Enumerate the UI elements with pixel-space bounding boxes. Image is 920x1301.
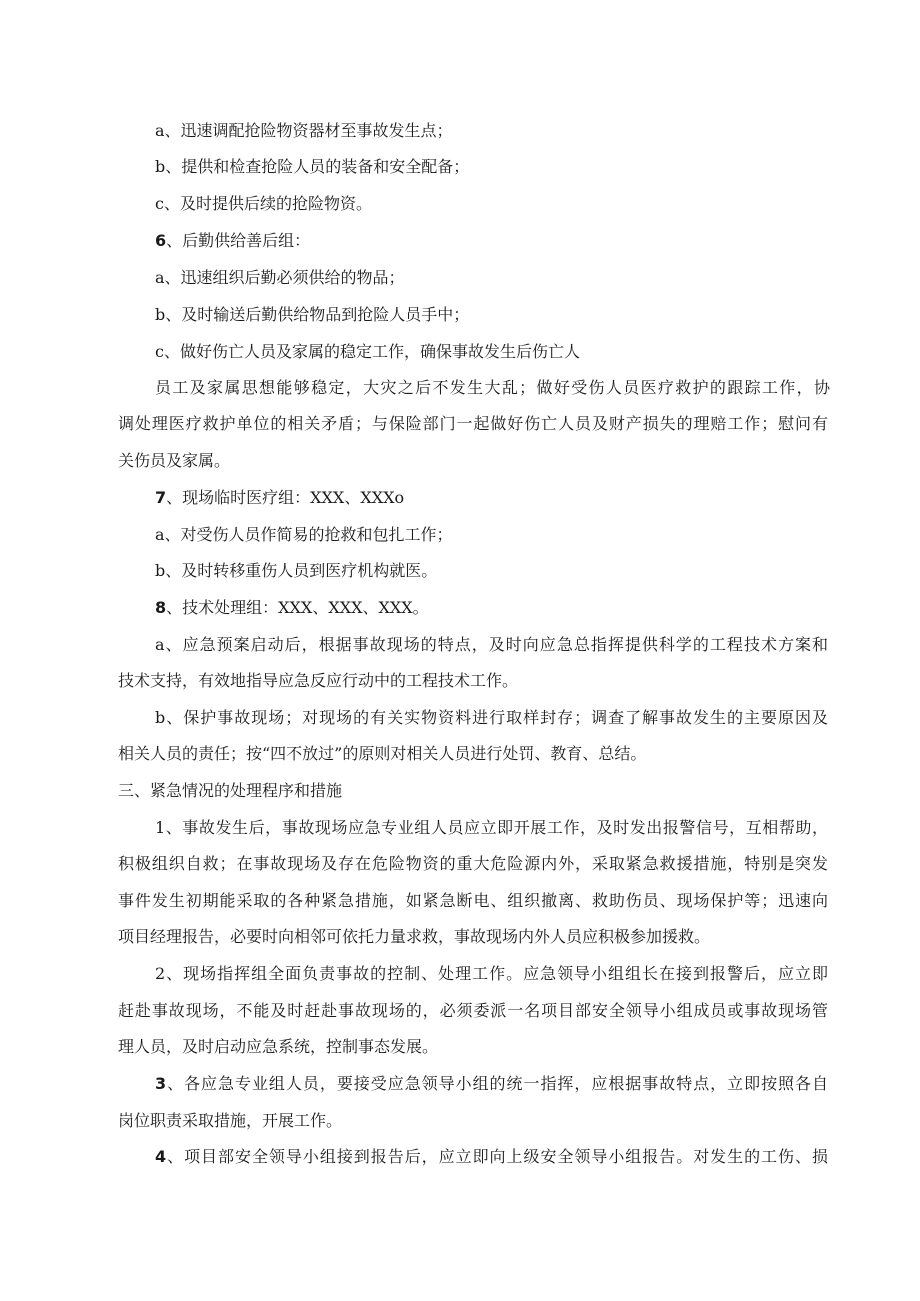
section-number: 7 xyxy=(155,488,167,507)
text-line: a、应急预案启动后，根据事故现场的特点，及时向应急总指挥提供科学的工程技术方案和 xyxy=(155,635,828,654)
text-line: 2、现场指挥组全面负责事故的控制、处理工作。应急领导小组组长在接到报警后，应立即 xyxy=(155,964,828,983)
text-line: 关伤员及家属。 xyxy=(118,451,231,470)
paragraph-text: 、项目部安全领导小组接到报告后，应立即向上级安全领导小组报告。对发生的工伤、损 xyxy=(166,1147,828,1166)
section-number: 6 xyxy=(155,231,167,250)
section-heading-text: 、后勤供给善后组： xyxy=(166,231,311,250)
text-line: a、迅速组织后勤必须供给的物品； xyxy=(155,268,405,287)
section-heading-text: 、技术处理组：XXX、XXX、XXX。 xyxy=(166,598,429,617)
text-line: 项目经理报告，必要时向相邻可依托力量求救，事故现场内外人员应积极参加援救。 xyxy=(118,927,711,946)
section-heading xyxy=(155,480,404,516)
paragraph-number: 3 xyxy=(155,1074,167,1093)
text-line: 理人员，及时启动应急系统，控制事态发展。 xyxy=(118,1037,439,1056)
text-line: 赶赴事故现场，不能及时赶赴事故现场的，必须委派一名项目部安全领导小组成员或事故现场管 xyxy=(118,1001,828,1020)
text-line: 员工及家属思想能够稳定，大灾之后不发生大乱；做好受伤人员医疗救护的跟踪工作，协 xyxy=(155,378,830,397)
text-line: 相关人员的责任；按“四不放过”的原则对相关人员进行处罚、教育、总结。 xyxy=(118,744,647,763)
text-line: 岗位职责采取措施，开展工作。 xyxy=(118,1111,343,1130)
text-line: c、及时提供后续的抢险物资。 xyxy=(155,194,372,213)
text-line: b、及时转移重伤人员到医疗机构就医。 xyxy=(155,561,438,580)
text-line: 技术支持，有效地指导应急反应行动中的工程技术工作。 xyxy=(118,671,519,690)
text-line: 事件发生初期能采取的各种紧急措施，如紧急断电、组织撤离、救助伤员、现场保护等；迅速向 xyxy=(118,891,828,910)
paragraph-text: 、各应急专业组人员，要接受应急领导小组的统一指挥，应根据事故特点，立即按照各自 xyxy=(166,1074,828,1093)
text-line: 1、事故发生后，事故现场应急专业组人员应立即开展工作，及时发出报警信号，互相帮助， xyxy=(155,818,828,837)
text-line: a、迅速调配抢险物资器材至事故发生点； xyxy=(155,121,453,140)
section-heading xyxy=(155,590,429,626)
text-line: 调处理医疗救护单位的相关矛盾；与保险部门一起做好伤亡人员及财产损失的理赔工作；慰问有 xyxy=(118,414,828,433)
numbered-paragraph xyxy=(155,1066,828,1102)
paragraph-number: 4 xyxy=(155,1147,167,1166)
section-number: 8 xyxy=(155,598,167,617)
text-line: b、保护事故现场；对现场的有关实物资料进行取样封存；调查了解事故发生的主要原因及 xyxy=(155,708,828,727)
section-heading xyxy=(155,223,310,259)
text-line: 积极组织自救；在事故现场及存在危险物资的重大危险源内外，采取紧急救援措施，特别是突发 xyxy=(118,854,828,873)
chapter-heading: 三、紧急情况的处理程序和措施 xyxy=(118,781,343,800)
section-heading-text: 、现场临时医疗组：XXX、XXXo xyxy=(166,488,405,507)
text-line: c、做好伤亡人员及家属的稳定工作，确保事故发生后伤亡人 xyxy=(155,342,580,361)
text-line: a、对受伤人员作简易的抢救和包扎工作； xyxy=(155,525,453,544)
text-line: b、及时输送后勤供给物品到抢险人员手中； xyxy=(155,305,470,324)
numbered-paragraph xyxy=(155,1139,828,1175)
text-line: b、提供和检查抢险人员的装备和安全配备； xyxy=(155,157,470,176)
